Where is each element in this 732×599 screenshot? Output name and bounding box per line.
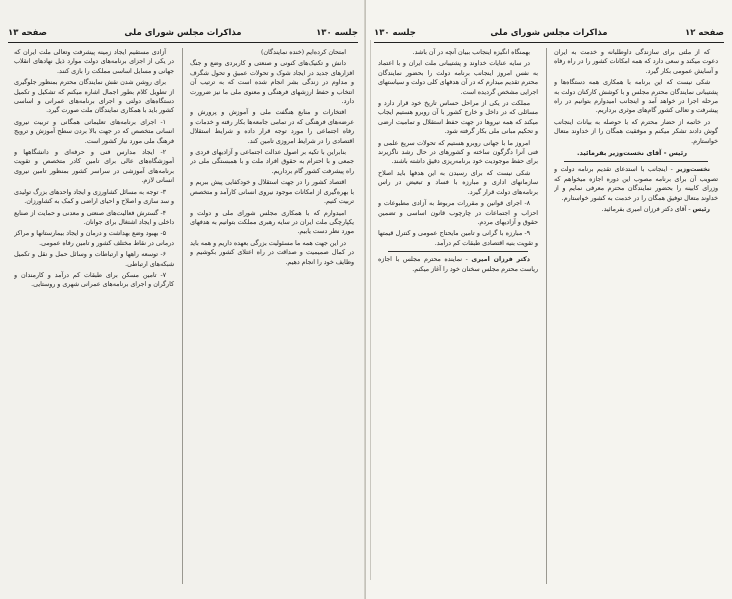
page-number: صفحه ۱۳ — [8, 28, 47, 38]
section-rule — [388, 251, 528, 252]
session-label: جلسه ۱۳۰ — [316, 28, 358, 38]
left-page-column-left — [14, 48, 174, 588]
paragraph: بنابراین با تکیه بر اصول عدالت اجتماعی و آزادیهای فردی و جمعی و با احترام به حقوق افراد ملت و با همبستگی ملی در راه پیشرفت کشور گام برداریم. — [190, 149, 354, 175]
paragraph: در این جهت همه ما مسئولیت بزرگی بعهده داریم و همه باید در کمال صمیمیت و صداقت در راه اعتلای کشور بکوشیم و وظایف خود را انجام دهیم. — [190, 239, 354, 266]
paragraph: بهمنگاه انگیزه اینجانب ببیان آنچه در آن باشد. — [412, 49, 530, 56]
speaker-name: دکتر فرزان امیری — [471, 256, 530, 264]
paragraph: دانش و تکنیک‌های کنونی و صنعتی و کاربردی وضع و جنگ افزارهای جدید در ایجاد شوک و تحولات عمیق و تحول شگرف و مداوم در زندگی بشر انجام شده است که به ترتیب آن انتخاب و حفظ ارزشهای فرهنگی و معنوی ملی ما نیز ضرورت دارد. — [190, 60, 354, 106]
paragraph: مملکت در یکی از مراحل حساس تاریخ خود قرار دارد و مسائلی که در داخل و خارج کشور با آن روبرو هستیم ایجاب میکند که همه نیروها در جهت حفظ استقلال و تمامیت ارضی و تحکیم مبانی ملی بکار گرفته شود. — [378, 100, 538, 136]
paragraph: ۸- اجرای قوانین و مقررات مربوط به آزادی مطبوعات و احزاب و اجتماعات در چارچوب قانون اساسی و تضمین حقوق و آزادیهای مردم. — [378, 200, 538, 226]
column-divider — [546, 48, 547, 584]
paragraph: افتخارات و منابع هنگفت ملی و آموزش و پرورش و عرضه‌های فرهنگی که در تمامی جامعه‌ها بکار رفته و خدمات و رفاه اجتماعی را مورد توجه قرار داده و شرایط استقلال اقتصادی را در شرایط امروزی تامین کند. — [190, 109, 354, 145]
speaker-heading: رئیس - آقای نخست‌وزیر بفرمائید. — [576, 149, 688, 158]
paragraph: ۵- بهبود وضع بهداشت و درمان و ایجاد بیمارستانها و مراکز درمانی در نقاط مختلف کشور و تامین رفاه عمومی. — [14, 230, 174, 247]
paragraph: ۱- اجرای برنامه‌های تعلیماتی همگانی و تربیت نیروی انسانی متخصص که در جهت بالا بردن سطح آموزش و ترویج فرهنگ ملی مورد نیاز کشور است. — [14, 118, 174, 145]
paragraph: امروز ما با جهانی روبرو هستیم که تحولات سریع علمی و فنی آنرا دگرگون ساخته و کشورهای در حال رشد ناگزیرند برای حفظ موجودیت خود برنامه‌ریزی دقیق داشته باشند. — [378, 139, 538, 166]
paragraph: شکی نیست که این برنامه با همکاری همه دستگاه‌ها و پشتیبانی نمایندگان محترم مجلس و با کوشش کارکنان دولت به مرحله اجرا در خواهد آمد و اینجانب امیدوارم بتوانیم در راه پیشرفت و تعالی کشور گام‌های موثری برداریم. — [554, 79, 718, 115]
paragraph: شکی نیست که برای رسیدن به این هدفها باید اصلاح سازمانهای اداری و مبارزه با فساد و تبعیض در راس برنامه‌های دولت قرار گیرد. — [378, 169, 538, 196]
paragraph: امیدوارم که با همکاری مجلس شورای ملی و دولت و یکپارچگی ملت ایران در سایه رهبری مملکت بتوانیم به هدفهای مورد نظر دست یابیم. — [190, 209, 354, 236]
speaker-text: اینجانب با استدعای تقدیم برنامه دولت و تصویب آن برای برنامه مصوب این دوره اجازه میخواهم که وزرای کابینه را بحضور نمایندگان محترم معرفی نمایم و از خداوند متعال توفیق همگان را در خدمت به کشور خواستارم. — [554, 166, 718, 202]
right-page — [366, 0, 732, 599]
page-title: مذاکرات مجلس شورای ملی — [124, 28, 242, 38]
speaker-text: آقای دکتر فرزان امیری بفرمائید. — [601, 206, 687, 214]
paragraph: در سایه عنایات خداوند و پشتیبانی ملت ایران و با اعتماد به نفس امروز اینجانب برنامه دولت را بحضور نمایندگان محترم تقدیم میدارم که در آن هدفهای کلی دولت و سیاستهای اجرایی مشخص گردیده است. — [378, 60, 538, 96]
column-divider — [182, 48, 183, 584]
page-title: مذاکرات مجلس شورای ملی — [490, 28, 608, 38]
right-page-column-right — [554, 48, 718, 588]
session-label: جلسه ۱۳۰ — [374, 28, 416, 38]
paragraph: ۷- تامین مسکن برای طبقات کم درآمد و کارمندان و کارگران و اجرای برنامه‌های عمرانی شهری و روستایی. — [14, 271, 174, 289]
speaker-name: رئیس — [692, 206, 710, 214]
paragraph: آزادی مستقیم ایجاد زمینه پیشرفت وتعالی ملت ایران که در یکی از اجزای برنامه‌های دولت موارد ذیل نهادهای انقلاب جهانی و مسایل اساسی مملکت را بازی کنند. — [14, 49, 174, 75]
paragraph: ۹- مبارزه با گرانی و تامین مایحتاج عمومی و کنترل قیمتها و تقویت بنیه اقتصادی طبقات کم درآمد. — [378, 230, 538, 247]
paragraph: که از ملتی برای سازندگی داوطلبانه و خدمت به ایران دعوت میکند و سعی دارد که همه امکانات کشور را در راه رفاه و آسایش عمومی بکار گیرد. — [554, 49, 718, 75]
paragraph: اقتصاد کشور را در جهت استقلال و خودکفایی پیش ببریم و با بهره‌گیری از امکانات موجود نیروی انسانی کارآمد و متخصص تربیت کنیم. — [190, 179, 354, 206]
page-fold-shadow — [370, 40, 371, 580]
page-number: صفحه ۱۲ — [685, 28, 724, 38]
paragraph: امتحان کرده‌ایم (خنده نمایندگان) — [260, 49, 346, 56]
paragraph: در خاتمه از حضار محترم که با حوصله به بیانات اینجانب گوش دادند تشکر میکنم و موفقیت همگان را از خداوند متعال خواستارم. — [554, 118, 718, 145]
paragraph: برای روشن شدن نقش نمایندگان محترم بمنظور جلوگیری از تطویل کلام بطور اجمال اشاره میکنم که تشکیل و تکمیل دستگاه‌های دولتی و اجرای برنامه‌های عمرانی و اساسی کشور باید با همکاری نمایندگان ملت صورت گیرد. — [14, 79, 174, 115]
speaker-paragraph: دکتر فرزان امیری - نماینده محترم مجلس با اجازه ریاست محترم مجلس سخنان خود را آغاز میکنم. — [378, 256, 538, 273]
speaker-paragraph: نخست‌وزیر - اینجانب با استدعای تقدیم برنامه دولت و تصویب آن برای برنامه مصوب این دوره اجازه میخواهم که وزرای کابینه را بحضور نمایندگان محترم معرفی نمایم و از خداوند متعال توفیق همگان را در خدمت به کشور خواستارم. — [554, 166, 718, 202]
speaker-name: نخست‌وزیر — [676, 166, 710, 174]
right-page-header — [374, 26, 724, 43]
speaker-text: نماینده محترم مجلس با اجازه ریاست محترم مجلس سخنان خود را آغاز میکنم. — [378, 256, 538, 273]
section-rule — [564, 161, 708, 162]
paragraph: ۴- گسترش فعالیت‌های صنعتی و معدنی و حمایت از صنایع داخلی و ایجاد اشتغال برای جوانان. — [14, 209, 174, 226]
paragraph: ۶- توسعه راهها و ارتباطات و وسائل حمل و نقل و تکمیل شبکه‌های ارتباطی. — [14, 251, 174, 268]
paragraph: ۳- توجه به مسائل کشاورزی و ایجاد واحدهای بزرگ تولیدی و سد سازی و اصلاح و احیای اراضی و کمک به کشاورزان. — [14, 188, 174, 206]
speaker-paragraph: رئیس - آقای دکتر فرزان امیری بفرمائید. — [601, 206, 710, 214]
left-page-header — [8, 26, 358, 43]
left-page-column-right — [190, 48, 354, 588]
right-page-column-left — [378, 48, 538, 588]
paragraph: ۲- ایجاد مدارس فنی و حرفه‌ای و دانشگاهها و آموزشگاه‌های عالی برای تامین کادر متخصص و تقویت برنامه‌های آموزشی در سراسر کشور بمنظور تامین نیروی انسانی لازم. — [14, 149, 174, 185]
